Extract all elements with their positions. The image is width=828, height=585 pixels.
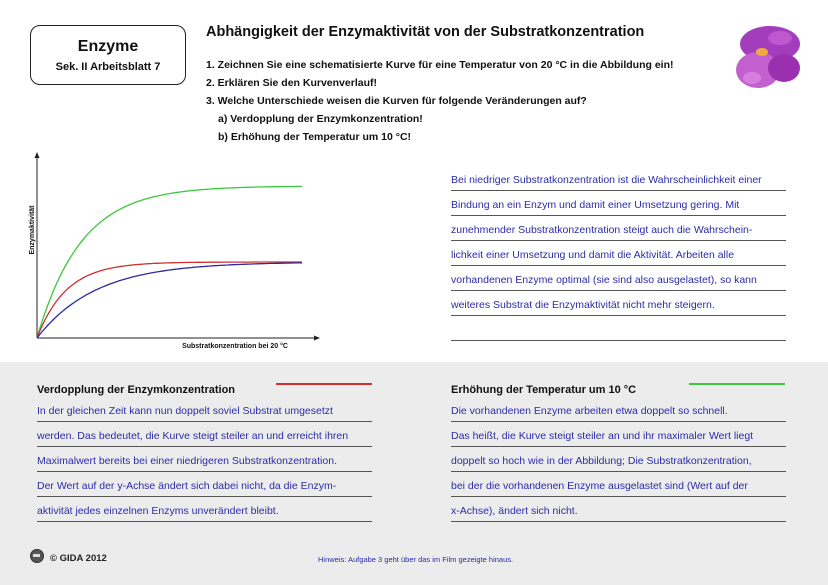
right-section-answer [451,397,786,522]
footer-hint: Hinweis: Aufgabe 3 geht über das im Film gezeigte hinaus. [318,555,514,564]
y-axis-label: Enzymaktivität [29,205,36,255]
answer-line: aktivität jedes einzelnen Enzyms unverändert bleibt. [37,497,372,522]
main-answer [451,166,786,341]
copyright: © GIDA 2012 [50,553,107,564]
curve-2a2aa8 [37,263,302,338]
left-section-accent [276,383,372,385]
worksheet-subtitle: Sek. II Arbeitsblatt 7 [55,61,161,73]
answer-line: Bei niedriger Substratkonzentration ist die Wahrscheinlichkeit einer [451,166,786,191]
task-list [206,56,673,146]
x-axis-label: Substratkonzentration bei 20 °C [182,343,288,350]
answer-line: Die vorhandenen Enzyme arbeiten etwa doppelt so schnell. [451,397,786,422]
enzyme-molecule-image [732,22,808,92]
answer-line: werden. Das bedeutet, die Kurve steigt steiler an und erreicht ihren [37,422,372,447]
answer-line: zunehmender Substratkonzentration steigt auch die Wahrschein- [451,216,786,241]
answer-line: In der gleichen Zeit kann nun doppelt soviel Substrat umgesetzt [37,397,372,422]
gida-logo-icon [30,549,44,563]
y-axis-arrow [35,152,40,158]
left-section-answer [37,397,372,522]
task-3a: a) Verdopplung der Enzymkonzentration! [218,113,423,125]
task-3b: b) Erhöhung der Temperatur um 10 °C! [218,131,412,143]
worksheet-title: Enzyme [77,38,139,55]
answer-line: doppelt so hoch wie in der Abbildung; Die Substratkonzentration, [451,447,786,472]
answer-line [451,316,786,341]
worksheet-title-box [30,25,186,85]
answer-line: x-Achse), ändert sich nicht. [451,497,786,522]
answer-line: weiteres Substrat die Enzymaktivität nicht mehr steigern. [451,291,786,316]
task-1: 1. Zeichnen Sie eine schematisierte Kurve für eine Temperatur von 20 °C in die Abbildung ein! [206,59,674,71]
page-heading: Abhängigkeit der Enzymaktivität von der Substratkonzentration [206,24,645,40]
left-section-heading: Verdopplung der Enzymkonzentration [37,384,236,396]
task-3: 3. Welche Unterschiede weisen die Kurven für folgende Veränderungen auf? [206,95,587,107]
right-section-heading: Erhöhung der Temperatur um 10 °C [451,384,637,396]
enzyme-activity-chart [20,150,320,355]
answer-line: vorhandenen Enzyme optimal (sie sind also ausgelastet), so kann [451,266,786,291]
answer-line: Maximalwert bereits bei einer niedrigeren Substratkonzentration. [37,447,372,472]
task-2: 2. Erklären Sie den Kurvenverlauf! [206,77,377,89]
answer-line: Bindung an ein Enzym und damit einer Umsetzung gering. Mit [451,191,786,216]
answer-line: Der Wert auf der y-Achse ändert sich dabei nicht, da die Enzym- [37,472,372,497]
answer-line: Das heißt, die Kurve steigt steiler an und ihr maximaler Wert liegt [451,422,786,447]
answer-line: bei der die vorhandenen Enzyme ausgelastet sind (Wert auf der [451,472,786,497]
answer-line: lichkeit einer Umsetzung und damit die Aktivität. Arbeiten alle [451,241,786,266]
right-section-accent [689,383,785,385]
x-axis-arrow [314,336,320,341]
